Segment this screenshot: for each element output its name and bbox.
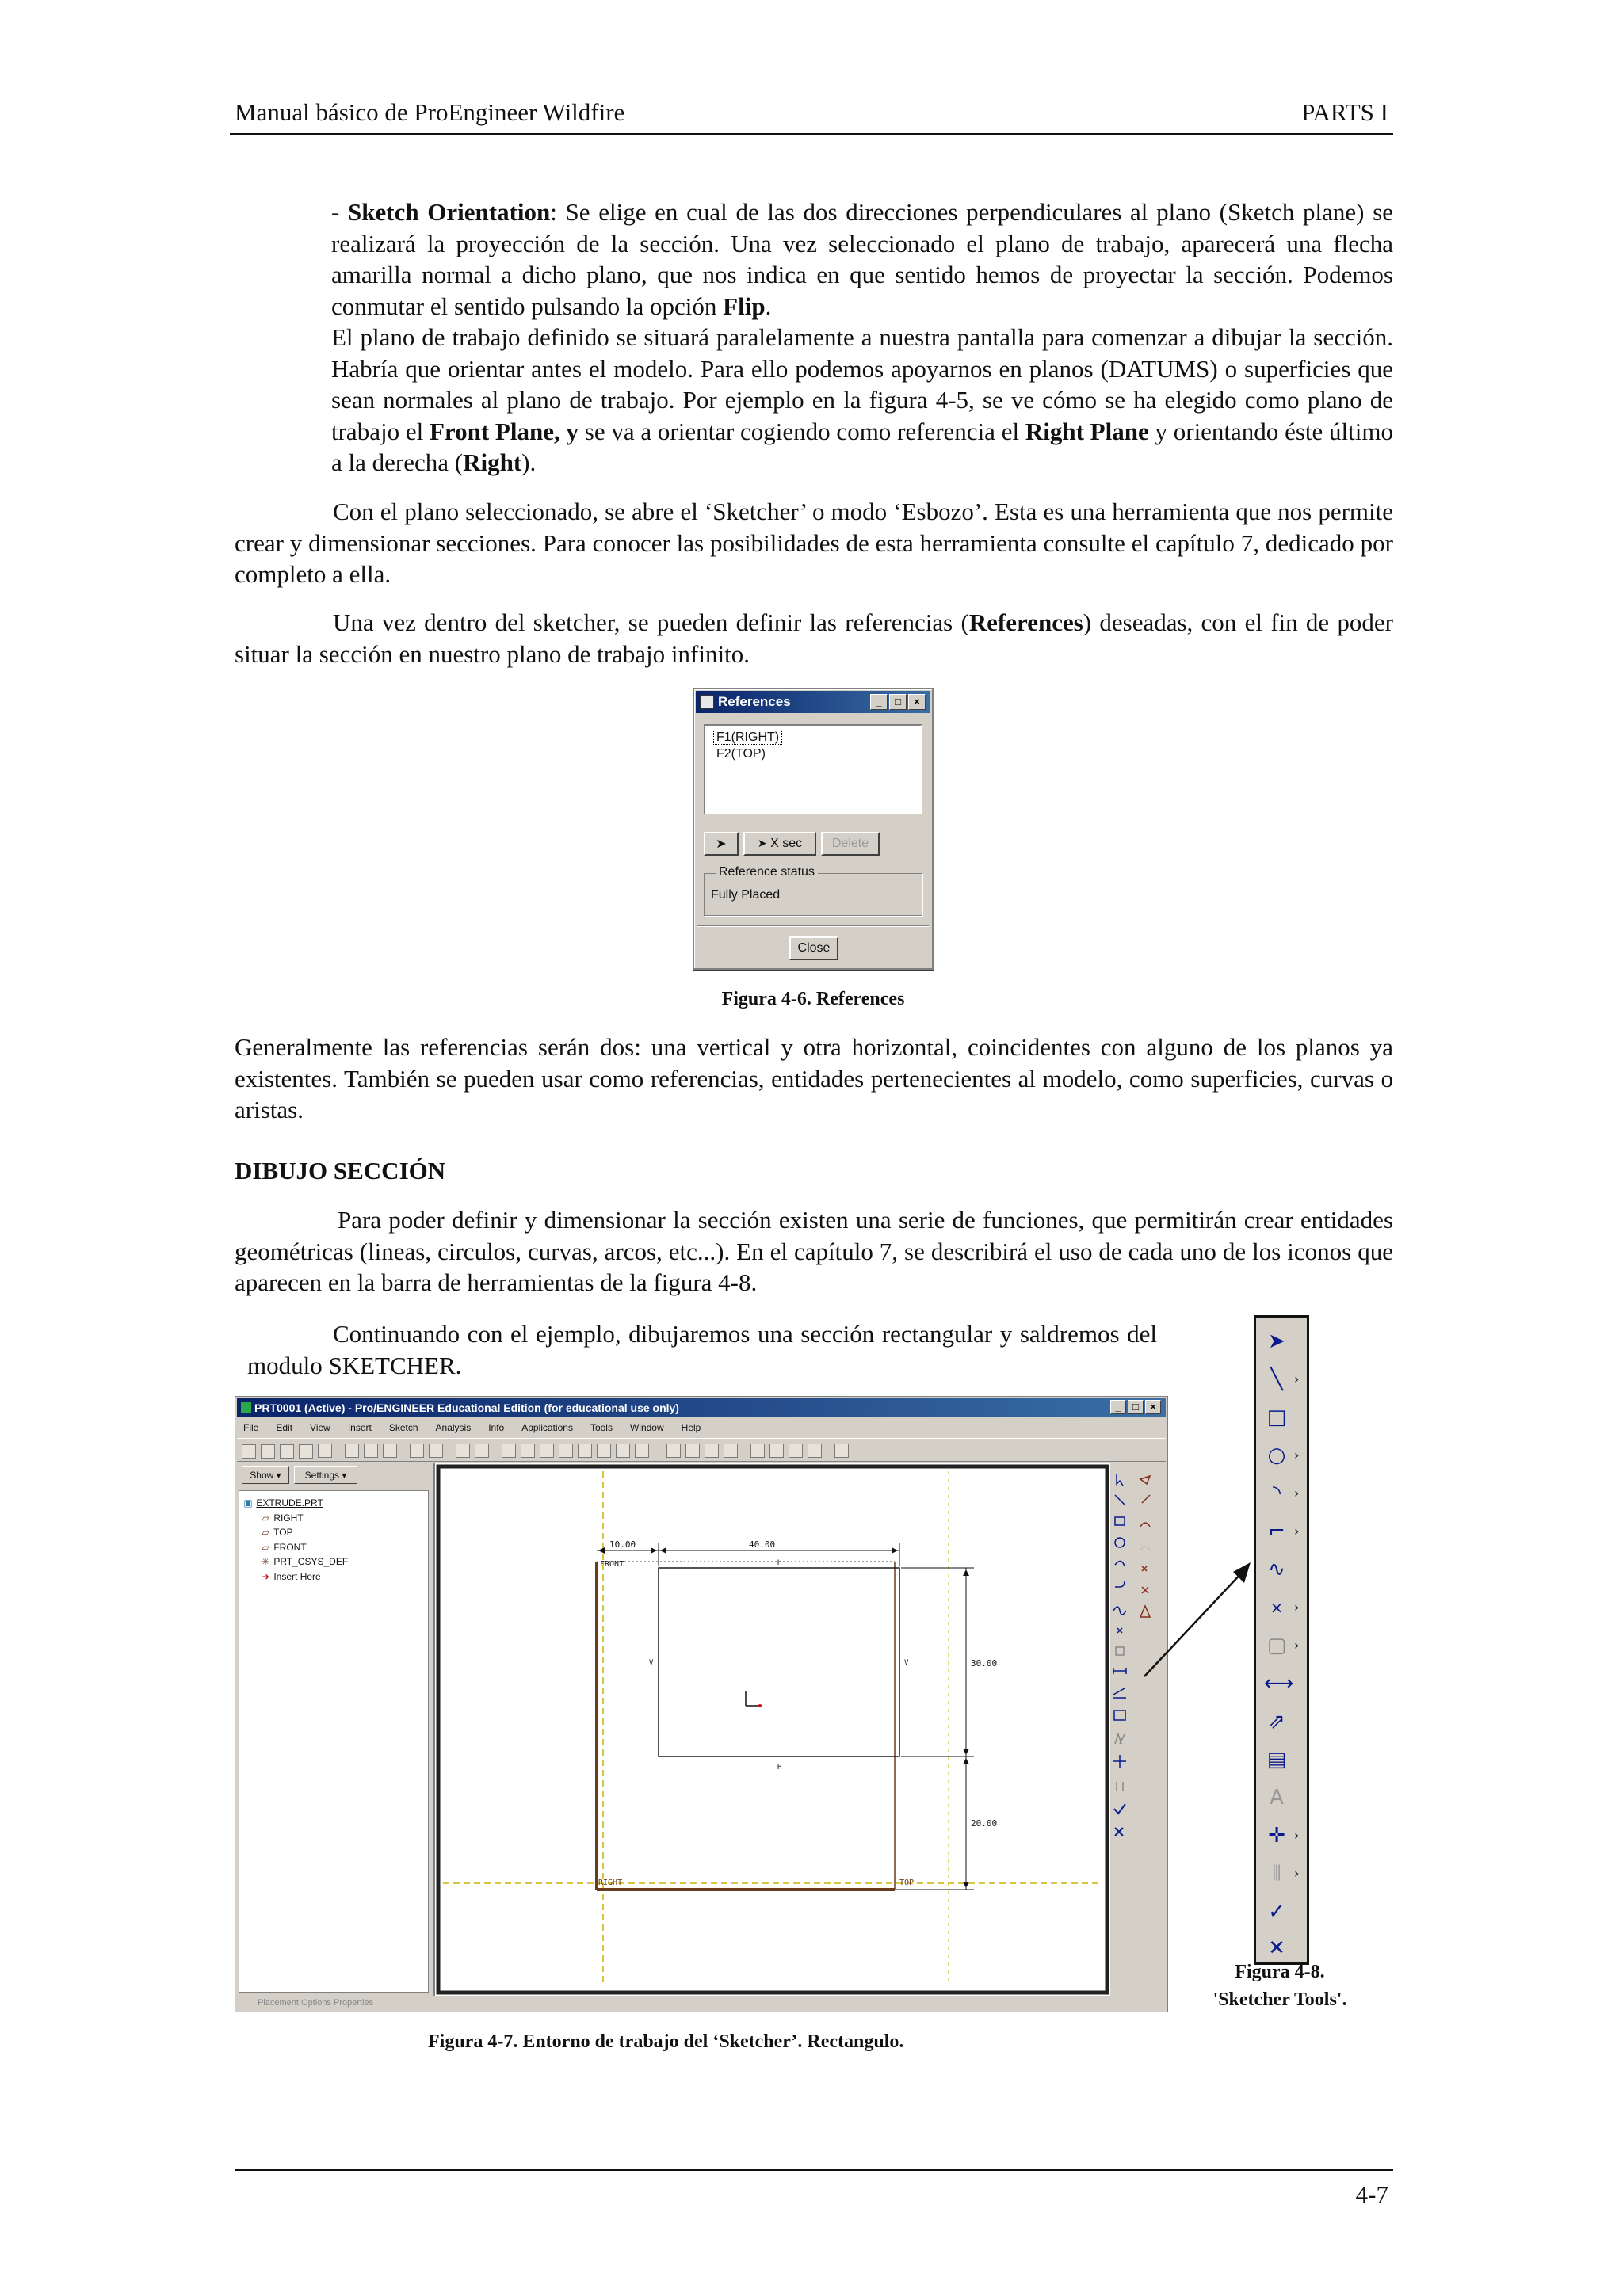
menu-bar bbox=[237, 1419, 712, 1436]
tree-item-part[interactable] bbox=[242, 1496, 425, 1511]
text-run: se va a orientar cogiendo como referencia el bbox=[579, 417, 1025, 445]
sketch-drawing bbox=[435, 1463, 1110, 1996]
flyout-arrow-icon[interactable]: › bbox=[1294, 1600, 1300, 1615]
flyout-arrow-icon[interactable]: › bbox=[1294, 1486, 1300, 1501]
maximize-icon[interactable]: □ bbox=[889, 694, 907, 710]
wireframe-icon[interactable] bbox=[666, 1444, 681, 1458]
cut-icon[interactable] bbox=[345, 1444, 359, 1458]
term-flip: Flip bbox=[723, 292, 766, 320]
model-tree-panel bbox=[237, 1463, 433, 1996]
reference-item-1[interactable]: F1(RIGHT) bbox=[713, 730, 782, 745]
references-dialog bbox=[693, 688, 934, 970]
figure-caption-4-8 bbox=[1189, 1962, 1371, 2011]
figure-caption-4-7: Figura 4-7. Entorno de trabajo del ‘Sketcher’. Rectangulo. bbox=[428, 2031, 904, 2052]
minimize-icon[interactable]: _ bbox=[870, 694, 888, 710]
app-icon bbox=[241, 1402, 251, 1413]
select-arrow-icon: ➤ bbox=[716, 836, 727, 851]
dialog-divider bbox=[697, 925, 929, 927]
tab-settings-label: Settings bbox=[304, 1470, 339, 1481]
list-item[interactable] bbox=[716, 746, 910, 762]
shading-icon[interactable] bbox=[724, 1444, 738, 1458]
use-edge-icon bbox=[1116, 1647, 1124, 1655]
paragraph-continue-example: Continuando con el ejemplo, dibujaremos una sección rectangular y saldremos del modulo SKETCHER. bbox=[247, 1320, 1157, 1379]
sketcher-side-toolbar bbox=[1110, 1463, 1167, 1996]
rectangle-icon[interactable]: □ bbox=[1266, 1405, 1287, 1429]
text-icon bbox=[1115, 1734, 1125, 1744]
paste-icon[interactable] bbox=[383, 1444, 397, 1458]
callout-arrow-line bbox=[1144, 1572, 1243, 1676]
modify-icon bbox=[1113, 1688, 1126, 1698]
tab-show-label: Show bbox=[250, 1470, 274, 1481]
running-header-section: PARTS I bbox=[1301, 98, 1388, 126]
tree-item-label: Insert Here bbox=[273, 1570, 321, 1582]
mirror-icon[interactable]: ⫴ bbox=[1272, 1862, 1281, 1886]
tree-item-csys[interactable] bbox=[242, 1554, 425, 1569]
window-title: PRT0001 (Active) - Pro/ENGINEER Educational Edition (for educational use only) bbox=[254, 1402, 679, 1414]
text-run: ). bbox=[521, 448, 537, 476]
menu-info[interactable]: Info bbox=[488, 1422, 505, 1433]
label-top: TOP bbox=[899, 1878, 915, 1887]
window-select-icon[interactable] bbox=[475, 1444, 489, 1458]
csys-icon: ✳ bbox=[261, 1556, 270, 1567]
tab-settings[interactable]: Settings ▾ bbox=[294, 1466, 357, 1484]
dim-text-offset-x: 10.00 bbox=[609, 1539, 636, 1550]
tab-show[interactable]: Show ▾ bbox=[242, 1466, 289, 1484]
figure-caption-4-6: Figura 4-6. References bbox=[721, 989, 905, 1009]
sketcher-tools-toolbar bbox=[1254, 1315, 1309, 1965]
select-arrow-icon bbox=[1117, 1474, 1123, 1486]
text-run: ) deseadas, con el fin de poder situar la sección en nuestro plano de trabajo infinito. bbox=[235, 608, 1393, 668]
figure-caption-4-8-line2: 'Sketcher Tools'. bbox=[1212, 1989, 1347, 2010]
section-title: DIBUJO SECCIÓN bbox=[235, 1157, 446, 1184]
model-tree bbox=[239, 1490, 429, 1993]
sketch-canvas[interactable] bbox=[433, 1463, 1109, 1996]
coordinate-systems-icon[interactable] bbox=[808, 1444, 822, 1458]
constraints-icon bbox=[1114, 1711, 1125, 1720]
favorites-icon[interactable] bbox=[280, 1444, 294, 1459]
menu-window[interactable]: Window bbox=[629, 1422, 664, 1433]
tree-item-label: PRT_CSYS_DEF bbox=[273, 1556, 349, 1567]
menu-insert[interactable]: Insert bbox=[347, 1422, 372, 1433]
flyout-arrow-icon[interactable]: › bbox=[1294, 1447, 1300, 1463]
tree-item-insert-here[interactable] bbox=[242, 1569, 425, 1585]
xsec-label: X sec bbox=[770, 837, 803, 850]
zoom-in-icon[interactable] bbox=[540, 1444, 554, 1458]
flyout-arrow-icon[interactable]: › bbox=[1294, 1371, 1300, 1386]
line-icon[interactable]: ╲ bbox=[1270, 1367, 1283, 1391]
tree-item-label: RIGHT bbox=[273, 1512, 304, 1524]
flyout-arrow-icon[interactable]: › bbox=[1294, 1866, 1300, 1881]
modify-icon[interactable]: ⇗ bbox=[1268, 1710, 1285, 1733]
email-icon[interactable] bbox=[318, 1444, 332, 1458]
select-arrow-icon[interactable]: ➤ bbox=[1268, 1329, 1285, 1353]
main-toolbar bbox=[237, 1438, 1166, 1462]
part-icon: ▣ bbox=[243, 1497, 253, 1508]
term-references: References bbox=[968, 608, 1083, 636]
constraint-v-left: V bbox=[649, 1659, 654, 1667]
dimension-icon[interactable]: ⟷ bbox=[1264, 1672, 1294, 1695]
reference-status-group bbox=[704, 865, 922, 916]
repaint-icon[interactable] bbox=[502, 1444, 516, 1458]
flyout-arrow-icon[interactable]: › bbox=[1294, 1524, 1300, 1539]
tree-item-label: FRONT bbox=[273, 1541, 307, 1553]
menu-analysis[interactable]: Analysis bbox=[435, 1422, 472, 1433]
menu-sketch[interactable]: Sketch bbox=[388, 1422, 418, 1433]
close-icon[interactable]: × bbox=[1145, 1400, 1161, 1414]
app-icon bbox=[700, 695, 714, 709]
label-front: FRONT bbox=[600, 1560, 624, 1569]
tree-item-right[interactable] bbox=[242, 1511, 425, 1526]
fillet-icon bbox=[1115, 1581, 1125, 1587]
curve-icon bbox=[1140, 1523, 1150, 1527]
arc-icon[interactable]: ◝ bbox=[1272, 1482, 1281, 1505]
side-toolbar-icons bbox=[1110, 1463, 1167, 1996]
references-list[interactable] bbox=[704, 724, 922, 814]
paragraph-references-types: Generalmente las referencias serán dos: una vertical y otra horizontal, coincidentes con alguno de los planos ya existentes. También se pueden usar como referencias, entidades pertenecientes al modelo, como superficies, curvas o aristas. bbox=[235, 1033, 1393, 1123]
spline-icon bbox=[1113, 1607, 1126, 1615]
menu-help[interactable]: Help bbox=[681, 1422, 701, 1433]
reference-status-value: Fully Placed bbox=[711, 888, 781, 902]
paragraph-references bbox=[235, 607, 1393, 669]
reorient-icon[interactable] bbox=[597, 1444, 611, 1458]
text-run: y orientando éste último a la derecha ( bbox=[331, 417, 1393, 476]
connections-icon[interactable] bbox=[299, 1444, 313, 1459]
select-arrow-icon: ➤ bbox=[757, 837, 767, 850]
zoom-out-icon[interactable] bbox=[559, 1444, 573, 1458]
copy-icon[interactable] bbox=[364, 1444, 378, 1458]
circle-icon bbox=[1115, 1538, 1125, 1547]
term-right-plane: Right Plane bbox=[1025, 417, 1149, 445]
line-icon bbox=[1115, 1495, 1125, 1505]
page-number: 4-7 bbox=[1355, 2180, 1388, 2208]
fillet-icon[interactable]: ⌐ bbox=[1268, 1520, 1285, 1543]
text-run: . bbox=[765, 292, 772, 320]
menu-file[interactable]: File bbox=[243, 1422, 259, 1433]
paragraph-sketcher-intro: Con el plano seleccionado, se abre el ‘Sketcher’ o modo ‘Esbozo’. Esta es una herramienta que nos permite crear y dimensionar secciones. Para conocer las posibilidades de esta herramienta consulte el capítulo 7, dedicado por completo a ella. bbox=[235, 498, 1393, 588]
datum-planes-icon[interactable] bbox=[750, 1444, 765, 1458]
dialog-title: References bbox=[718, 694, 791, 709]
context-help-icon[interactable] bbox=[834, 1444, 849, 1458]
trim-icon bbox=[1113, 1755, 1126, 1768]
centerline-icon bbox=[1142, 1495, 1150, 1503]
reference-status-label: Reference status bbox=[716, 865, 818, 879]
sketcher-screenshot bbox=[235, 1396, 1168, 2012]
xsec-button[interactable] bbox=[743, 832, 816, 856]
dimension-icon bbox=[1113, 1668, 1126, 1674]
running-header-title: Manual básico de ProEngineer Wildfire bbox=[235, 98, 625, 126]
dim-text-offset-y: 20.00 bbox=[971, 1818, 998, 1829]
hidden-line-icon[interactable] bbox=[685, 1444, 700, 1458]
no-hidden-icon[interactable] bbox=[705, 1444, 719, 1458]
text-run: : Se elige en cual de las dos direcciones perpendiculares al plano (Sketch plane) se realizará la proyección de la sección. Una vez seleccionado el plano de trabajo, aparecerá una flecha amarilla normal a dicho plano, que nos indica en que sentido hemos de proyectar la sección. Podemos conmutar el sentido pulsando la opción bbox=[331, 198, 1393, 320]
tree-item-front[interactable] bbox=[242, 1540, 425, 1555]
status-bar: Placement Options Properties bbox=[258, 1998, 374, 2008]
datum-plane-icon: ▱ bbox=[262, 1541, 269, 1553]
model-tree-icon[interactable] bbox=[242, 1444, 256, 1459]
constraint-v-right: V bbox=[904, 1659, 909, 1667]
text-icon[interactable]: A bbox=[1270, 1786, 1284, 1810]
term-sketch-orientation: - Sketch Orientation bbox=[331, 198, 551, 226]
redo-icon[interactable] bbox=[429, 1444, 443, 1458]
spline-icon[interactable]: ∿ bbox=[1268, 1558, 1285, 1581]
undo-icon[interactable] bbox=[410, 1444, 424, 1458]
point-icon bbox=[1117, 1628, 1122, 1633]
csys-origin bbox=[758, 1704, 762, 1707]
dialog-title-bar bbox=[696, 691, 930, 713]
flyout-arrow-icon[interactable]: › bbox=[1294, 1638, 1300, 1653]
circle-icon[interactable]: ○ bbox=[1267, 1444, 1286, 1467]
conic-icon bbox=[1140, 1547, 1150, 1550]
constraint-h-top: H bbox=[777, 1559, 782, 1567]
callout-arrow bbox=[1141, 1553, 1268, 1680]
trim-icon[interactable]: ✛ bbox=[1268, 1824, 1285, 1848]
rectangle-icon bbox=[1115, 1517, 1125, 1525]
paragraph-section-tools: Para poder definir y dimensionar la sección existen una serie de funciones, que permitirán crear entidades geométricas (lineas, circulos, curvas, arcos, etc...). En el capítulo 7, se describirá el uso de cada uno de los iconos que aparecen en la barra de herramientas de la figura 4-8. bbox=[235, 1206, 1393, 1296]
folder-browser-icon[interactable] bbox=[261, 1444, 275, 1459]
text-run: Una vez dentro del sketcher, se pueden definir las referencias ( bbox=[333, 608, 969, 636]
window-title-bar bbox=[237, 1398, 1166, 1417]
use-edge-icon[interactable]: ▢ bbox=[1266, 1634, 1287, 1657]
close-button[interactable]: Close bbox=[789, 936, 838, 960]
close-icon[interactable]: × bbox=[908, 694, 926, 710]
done-check-icon[interactable]: ✓ bbox=[1268, 1900, 1285, 1924]
datum-plane-icon: ▱ bbox=[262, 1527, 269, 1538]
arc-icon bbox=[1115, 1561, 1125, 1566]
tree-item-label: EXTRUDE.PRT bbox=[256, 1497, 323, 1508]
constraints-icon[interactable]: ▤ bbox=[1266, 1748, 1287, 1772]
saved-views-icon[interactable] bbox=[616, 1444, 630, 1458]
spin-center-icon[interactable] bbox=[521, 1444, 535, 1458]
mirror-icon bbox=[1117, 1782, 1123, 1791]
datum-axes-icon[interactable] bbox=[769, 1444, 784, 1458]
layers-icon[interactable] bbox=[635, 1444, 649, 1458]
menu-applications[interactable]: Applications bbox=[521, 1422, 573, 1433]
reference-item-2[interactable]: F2(TOP) bbox=[716, 747, 766, 761]
minimize-icon[interactable]: _ bbox=[1110, 1400, 1126, 1414]
term-front-plane: Front Plane, y bbox=[429, 417, 579, 445]
maximize-icon[interactable]: □ bbox=[1128, 1400, 1144, 1414]
dim-text-height: 30.00 bbox=[971, 1658, 998, 1669]
menu-tools[interactable]: Tools bbox=[590, 1422, 613, 1433]
label-right: RIGHT bbox=[598, 1878, 623, 1887]
regenerate-icon[interactable] bbox=[456, 1444, 470, 1458]
menu-edit[interactable]: Edit bbox=[276, 1422, 293, 1433]
tree-item-top[interactable] bbox=[242, 1525, 425, 1540]
delete-button[interactable]: Delete bbox=[821, 832, 880, 856]
insert-arrow-icon: ➜ bbox=[261, 1570, 270, 1582]
select-arrow-button[interactable] bbox=[704, 832, 739, 856]
paragraph-sketch-orientation bbox=[331, 196, 1393, 322]
header-rule bbox=[230, 133, 1393, 135]
tree-item-label: TOP bbox=[273, 1527, 293, 1538]
menu-view[interactable]: View bbox=[310, 1422, 330, 1433]
dim-text-width: 40.00 bbox=[749, 1539, 776, 1550]
point-icon[interactable]: × bbox=[1270, 1598, 1284, 1617]
list-item[interactable] bbox=[716, 729, 910, 746]
datum-plane-icon bbox=[1140, 1476, 1150, 1484]
datum-plane-icon: ▱ bbox=[262, 1512, 269, 1524]
constraint-h-bottom: H bbox=[777, 1764, 782, 1772]
done-check-icon bbox=[1114, 1804, 1125, 1814]
footer-rule bbox=[235, 2169, 1393, 2171]
paragraph-work-plane bbox=[331, 322, 1393, 479]
datum-points-icon[interactable] bbox=[789, 1444, 803, 1458]
figure-caption-4-8-line1: Figura 4-8. bbox=[1235, 1962, 1325, 1982]
flyout-arrow-icon[interactable]: › bbox=[1294, 1828, 1300, 1843]
term-right: Right bbox=[463, 448, 522, 476]
quit-x-icon bbox=[1115, 1828, 1123, 1836]
quit-x-icon[interactable]: ✕ bbox=[1268, 1936, 1285, 1960]
refit-icon[interactable] bbox=[578, 1444, 592, 1458]
text-run: El plano de trabajo definido se situará paralelamente a nuestra pantalla para comenzar a dibujar la sección. Habría que orientar antes el modelo. Para ello podemos apoyarnos en planos (DATUMS) o superficies que sean normales al plano de trabajo. Por ejemplo en la figura 4-5, se ve cómo se ha elegido como plano de trabajo el bbox=[331, 323, 1393, 445]
